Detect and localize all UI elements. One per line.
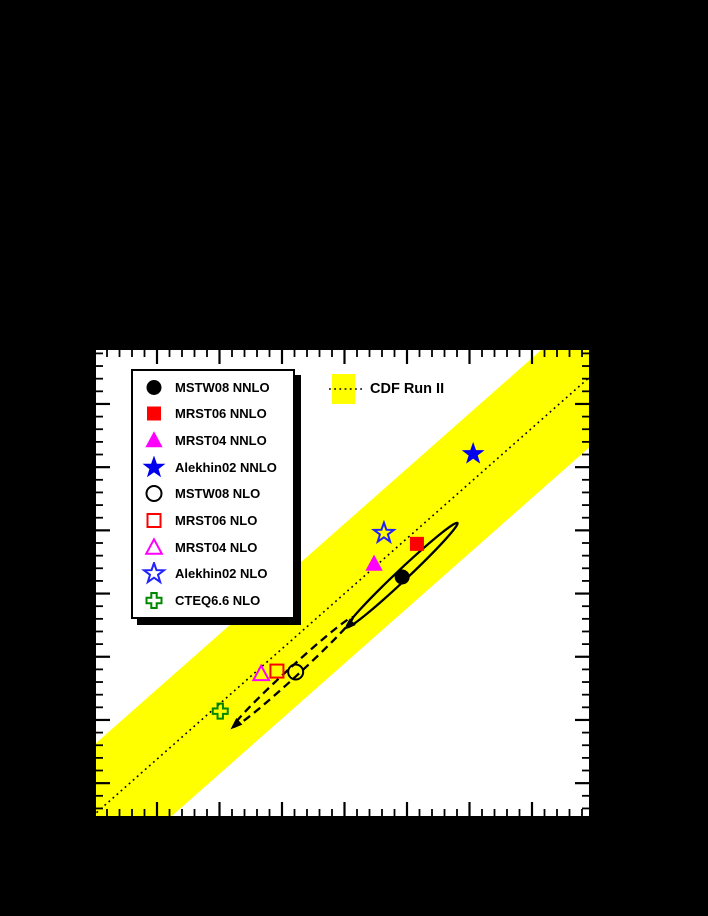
legend-entry-mstw08-nnlo — [133, 376, 293, 399]
legend-label: MRST06 NLO — [175, 513, 258, 529]
legend-entry-mrst04-nlo — [133, 536, 293, 559]
legend-label: Alekhin02 NNLO — [175, 459, 277, 475]
cdf-legend-label: CDF Run II — [370, 381, 445, 397]
marker-mrst06-nnlo — [148, 407, 161, 420]
plot-area — [94, 348, 591, 818]
marker-alekhin02-nlo — [144, 563, 164, 582]
legend-marker-cteq6-6-nlo — [141, 589, 167, 612]
legend-label: MSTW08 NNLO — [175, 379, 270, 395]
legend-entry-mstw08-nlo — [133, 482, 293, 505]
legend-entry-alekhin02-nlo — [133, 562, 293, 585]
legend-marker-alekhin02-nnlo — [141, 456, 167, 479]
cdf-band-swatch — [329, 374, 363, 404]
legend-marker-mrst04-nnlo — [141, 429, 167, 452]
legend-marker-mrst04-nlo — [141, 536, 167, 559]
legend-label: MSTW08 NLO — [175, 486, 261, 502]
legend-marker-alekhin02-nlo — [141, 562, 167, 585]
legend-box — [131, 369, 295, 619]
legend-entry-alekhin02-nnlo — [133, 456, 293, 479]
legend-entry-mrst06-nnlo — [133, 402, 293, 425]
legend-marker-mstw08-nlo — [141, 482, 167, 505]
marker-mrst04-nlo — [146, 539, 162, 554]
legend-marker-mrst06-nlo — [141, 509, 167, 532]
marker-alekhin02-nnlo — [144, 457, 164, 476]
marker-mrst06-nnlo — [410, 537, 423, 550]
cdf-legend — [329, 374, 444, 404]
marker-mstw08-nlo — [147, 486, 162, 501]
legend-entry-mrst06-nlo — [133, 509, 293, 532]
legend-marker-mstw08-nnlo — [141, 376, 167, 399]
legend-label: MRST04 NLO — [175, 539, 258, 555]
legend-marker-mrst06-nnlo — [141, 402, 167, 425]
legend-label: CTEQ6.6 NLO — [175, 593, 261, 609]
legend-label: MRST04 NNLO — [175, 433, 267, 449]
legend-label: MRST06 NNLO — [175, 406, 267, 422]
marker-mrst06-nlo — [148, 514, 161, 527]
marker-mstw08-nnlo — [147, 380, 161, 394]
marker-mstw08-nnlo — [395, 570, 409, 584]
legend-entry-cteq6-6-nlo — [133, 589, 293, 612]
marker-mrst04-nnlo — [146, 432, 162, 447]
legend-label: Alekhin02 NLO — [175, 566, 268, 582]
legend-entry-mrst04-nnlo — [133, 429, 293, 452]
marker-cteq6-6-nlo — [147, 593, 162, 608]
